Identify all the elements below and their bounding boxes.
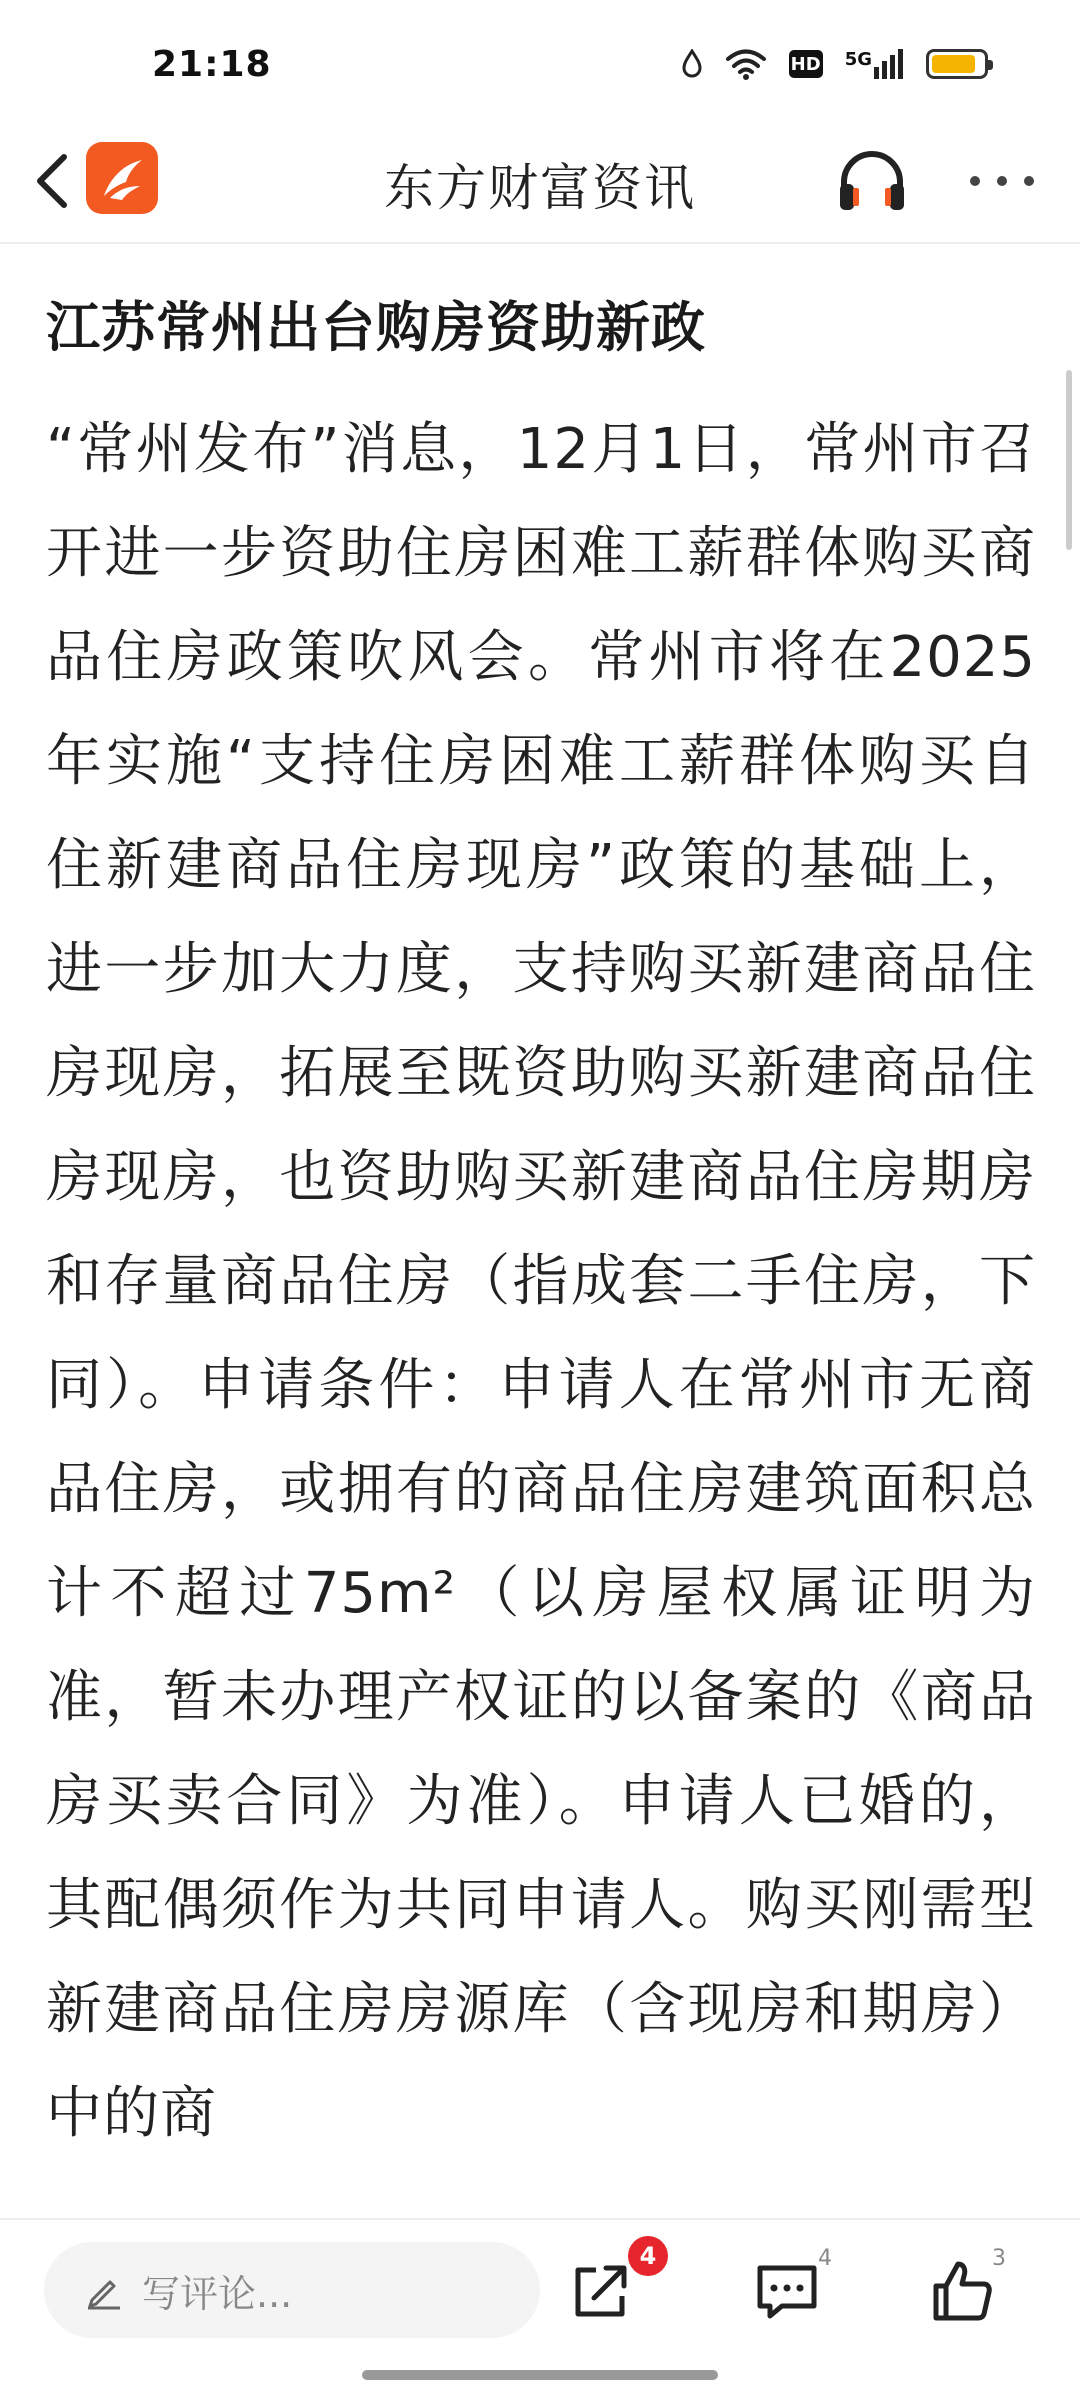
battery-icon: [926, 49, 988, 79]
comment-bubble-icon: [752, 2256, 822, 2326]
comment-count: 4: [818, 2246, 832, 2271]
article-title: 江苏常州出台购房资助新政: [46, 296, 706, 359]
article-content: [46, 290, 1036, 2166]
pen-icon: [84, 2270, 124, 2310]
more-options-button[interactable]: [970, 156, 1034, 206]
signal-5g-icon: [845, 49, 904, 79]
headphone-icon: [836, 148, 908, 214]
top-nav-bar: [0, 120, 1080, 244]
status-bar: [0, 0, 1080, 120]
status-icons: [681, 48, 988, 80]
listen-button[interactable]: [836, 148, 908, 214]
hd-icon: HD: [789, 50, 823, 78]
page-title: 东方财富资讯: [384, 159, 696, 217]
like-button[interactable]: [928, 2256, 998, 2326]
share-icon: [566, 2256, 636, 2326]
comment-placeholder: 写评论...: [142, 2271, 293, 2316]
wifi-icon: [725, 48, 767, 80]
more-dots-icon: [997, 176, 1007, 186]
like-count: 3: [992, 2246, 1006, 2271]
more-dots-icon: [970, 176, 980, 186]
share-badge: 4: [628, 2236, 668, 2276]
drop-icon: [681, 49, 703, 79]
comment-input[interactable]: [44, 2242, 540, 2338]
comments-button[interactable]: [752, 2256, 822, 2326]
status-time: 21:18: [152, 44, 272, 85]
more-dots-icon: [1024, 176, 1034, 186]
home-indicator[interactable]: [362, 2370, 718, 2380]
scrollbar[interactable]: [1066, 370, 1072, 550]
thumbs-up-icon: [928, 2256, 998, 2326]
article-body: “常州发布”消息，12月1日，常州市召开进一步资助住房困难工薪群体购买商品住房政策吹风会。常州市将在2025年实施“支持住房困难工薪群体购买自住新建商品住房现房”政策的基础上，进一步加大力度，支持购买新建商品住房现房，拓展至既资助购买新建商品住房现房，也资助购买新建商品住房期房和存量商品住房（指成套二手住房，下同）。申请条件：申请人在常州市无商品住房，或拥有的商品住房建筑面积总计不超过75m²（以房屋权属证明为准，暂未办理产权证的以备案的《商品房买卖合同》为准）。申请人已婚的，其配偶须作为共同申请人。购买刚需型新建商品住房房源库（含现房和期房）中的商: [46, 417, 1036, 2146]
network-type-label: 5G: [844, 49, 872, 70]
share-button[interactable]: [566, 2256, 636, 2326]
battery-level-fill: [932, 55, 975, 73]
